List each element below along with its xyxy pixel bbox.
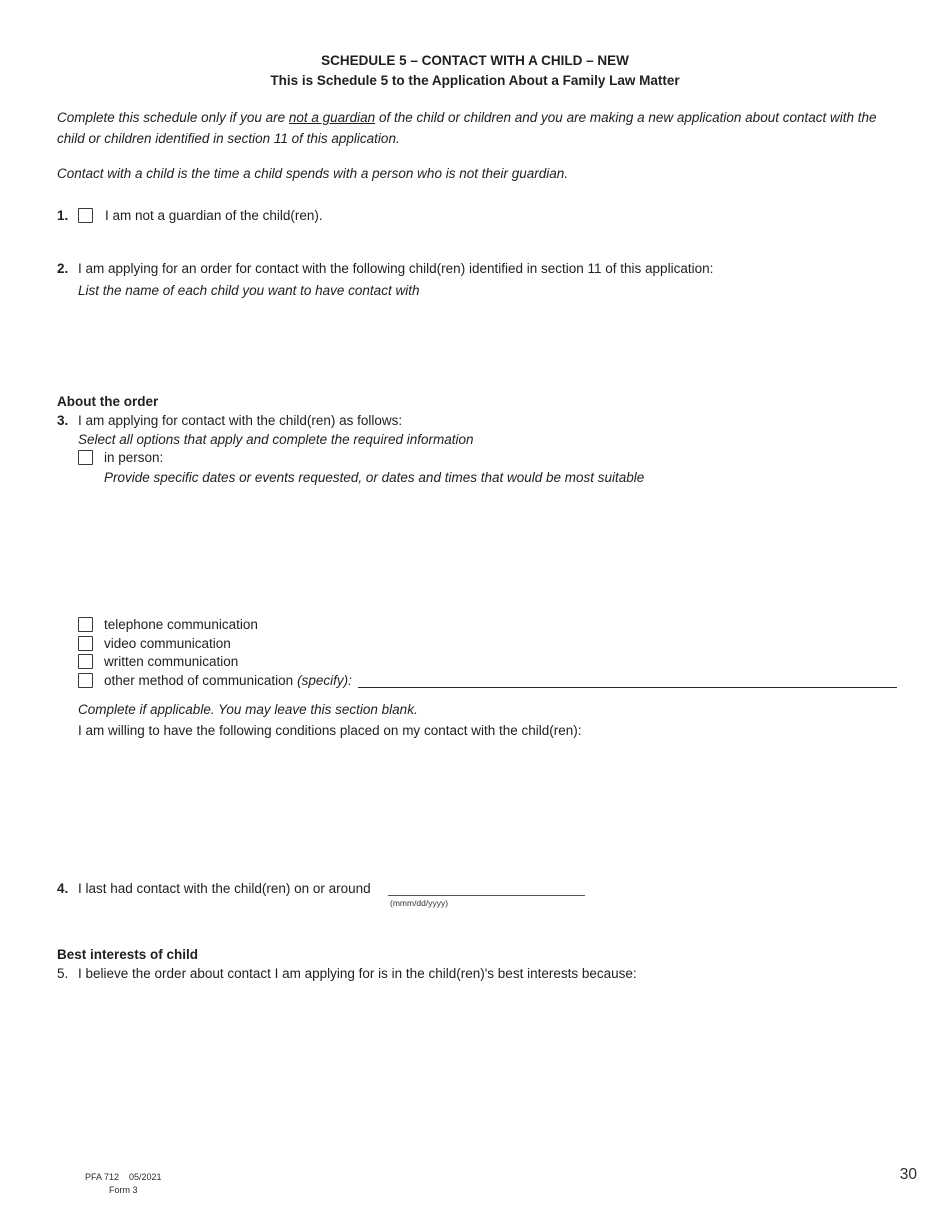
option-row-other [78, 673, 897, 688]
other-method-specify-label: (specify): [297, 673, 352, 688]
item2-hint: List the name of each child you want to have contact with [78, 283, 420, 298]
item3-hint: Select all options that apply and complete the required information [78, 432, 474, 447]
other-method-checkbox[interactable] [78, 673, 93, 688]
page-number: 30 [899, 1166, 917, 1183]
intro-text-pre: Complete this schedule only if you are [57, 110, 289, 125]
item1-number: 1. [57, 208, 69, 223]
item2-number: 2. [57, 261, 69, 276]
item5-row [57, 966, 637, 981]
children-names-write-area[interactable] [78, 302, 878, 387]
other-method-label: other method of communication [104, 673, 294, 688]
contact-definition-paragraph: Contact with a child is the time a child spends with a person who is not their guardian. [57, 166, 569, 181]
in-person-label: in person: [104, 450, 164, 465]
conditions-label: I am willing to have the following conditions placed on my contact with the child(ren): [78, 723, 582, 738]
video-communication-checkbox[interactable] [78, 636, 93, 651]
intro-paragraph [57, 107, 902, 149]
best-interests-write-area[interactable] [78, 990, 878, 1155]
conditions-hint: Complete if applicable. You may leave this section blank. [78, 702, 418, 717]
in-person-hint: Provide specific dates or events requested, or dates and times that would be most suitable [104, 470, 645, 485]
item1-label: I am not a guardian of the child(ren). [105, 208, 323, 223]
option-row-telephone [78, 617, 258, 632]
page-title: SCHEDULE 5 – CONTACT WITH A CHILD – NEW [321, 53, 629, 68]
form-code: PFA 712 [85, 1172, 120, 1182]
form-revision: 05/2021 [129, 1172, 162, 1182]
item5-label: I believe the order about contact I am applying for is in the child(ren)'s best interests because: [78, 966, 637, 981]
telephone-communication-checkbox[interactable] [78, 617, 93, 632]
item5-number: 5. [57, 966, 69, 981]
in-person-row [78, 450, 163, 465]
item3-label: I am applying for contact with the child(ren) as follows: [78, 413, 403, 428]
item3-row [57, 413, 402, 428]
form-footer [85, 1171, 162, 1197]
item2-row [57, 261, 713, 276]
in-person-checkbox[interactable] [78, 450, 93, 465]
footer-form-line [85, 1171, 162, 1184]
date-format-hint: (mmm/dd/yyyy) [390, 898, 449, 908]
last-contact-date-input[interactable] [388, 874, 585, 896]
item1-row [57, 208, 323, 223]
item4-row [57, 881, 371, 896]
option-row-written [78, 654, 238, 669]
written-communication-label: written communication [104, 654, 239, 669]
about-order-heading: About the order [57, 394, 159, 409]
item2-label: I am applying for an order for contact with the following child(ren) identified in section 11 of this application: [78, 261, 714, 276]
item4-number: 4. [57, 881, 69, 896]
option-row-video [78, 636, 231, 651]
item4-label: I last had contact with the child(ren) on or around [78, 881, 371, 896]
in-person-details-write-area[interactable] [104, 492, 884, 610]
intro-text-underlined: not a guardian [288, 110, 376, 125]
not-guardian-checkbox[interactable] [78, 208, 93, 223]
telephone-communication-label: telephone communication [104, 617, 258, 632]
form-number: Form 3 [109, 1185, 138, 1195]
other-method-specify-input[interactable] [358, 674, 897, 688]
item3-number: 3. [57, 413, 69, 428]
page-header [0, 51, 950, 91]
conditions-write-area[interactable] [78, 748, 878, 866]
intro-text-post: of the child or children and you are making a new application about contact with the child or children identified in section 11 of this application. [57, 110, 877, 146]
best-interests-heading: Best interests of child [57, 947, 199, 962]
written-communication-checkbox[interactable] [78, 654, 93, 669]
page-subtitle: This is Schedule 5 to the Application About a Family Law Matter [270, 73, 680, 88]
video-communication-label: video communication [104, 636, 231, 651]
